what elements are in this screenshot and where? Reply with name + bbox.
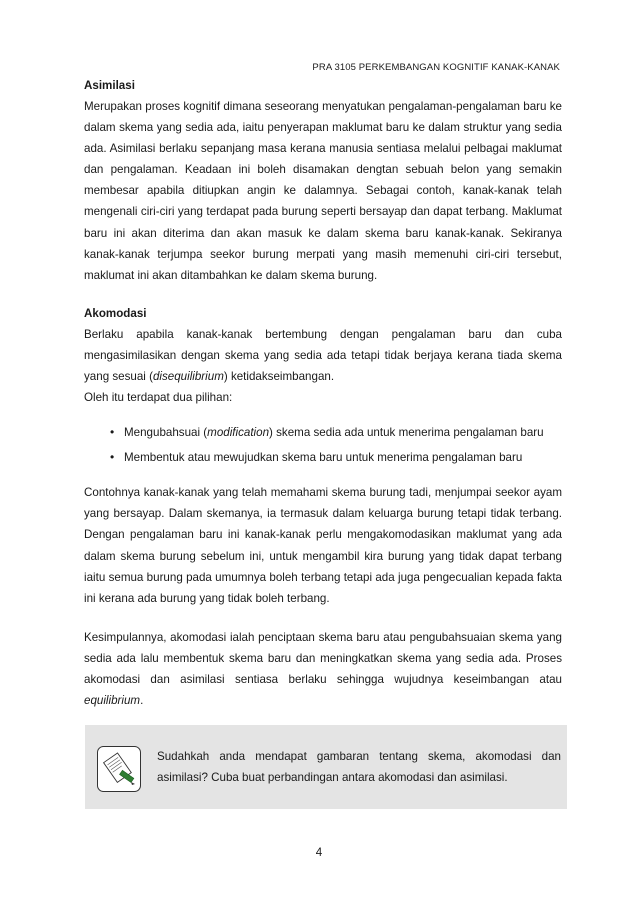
section-heading-akomodasi: Akomodasi [84, 306, 147, 320]
kesimpulan-text: Kesimpulannya, akomodasi ialah penciptaan skema baru atau pengubahsuaian skema yang sedia ada lalu membentuk skema baru dan meningkatkan skema yang sedia ada. Proses akomodasi dan asimilasi sentiasa berlaku sehingga wujudnya keseimbangan atau [84, 630, 562, 686]
akomodasi-text-after: ) ketidakseimbangan. [223, 370, 335, 384]
choices-list [84, 420, 562, 470]
running-header: PRA 3105 PERKEMBANGAN KOGNITIF KANAK-KANAK [312, 62, 560, 73]
kesimpulan-term: equilibrium [84, 694, 141, 708]
callout-text: Sudahkah anda mendapat gambaran tentang skema, akomodasi dan asimilasi? Cuba buat perbandingan antara akomodasi dan asimilasi. [157, 750, 561, 784]
bullet1-before: Mengubahsuai ( [124, 426, 208, 440]
list-item [84, 445, 562, 470]
kesimpulan-paragraph [84, 627, 562, 711]
choices-intro: Oleh itu terdapat dua pilihan: [84, 391, 233, 405]
bullet-icon: • [110, 450, 115, 465]
akomodasi-paragraph [84, 324, 562, 387]
bullet1-after: ) skema sedia ada untuk menerima pengalaman baru [269, 426, 544, 440]
akomodasi-term: disequilibrium [152, 370, 224, 384]
page-number: 4 [315, 846, 323, 859]
section-heading-asimilasi: Asimilasi [84, 79, 135, 92]
akomodasi-text-before: Berlaku apabila kanak-kanak bertembung dengan pengalaman baru dan cuba mengasimilasikan dengan skema yang sedia ada tetapi tidak berjaya kerana tiada skema yang sesuai ( [84, 327, 562, 384]
kesimpulan-end: . [140, 694, 144, 708]
bullet1-term: modification [207, 426, 270, 440]
page-body [84, 76, 562, 711]
activity-callout [85, 725, 567, 809]
contoh-paragraph: Contohnya kanak-kanak yang telah memahami skema burung tadi, menjumpai seekor ayam yang bersayap. Dalam skemanya, ia termasuk dalam keluarga burung tetapi tidak terbang. Dengan pengalaman baru ini kanak-kanak perlu mengakomodasikan maklumat yang ada dalam skema burung sebelum ini, untuk mengambil kira burung yang tidak dapat terbang iaitu semua burung pada umumnya boleh terbang tetapi ada juga pengecualian kepada fakta ini kerana ada burung yang tidak boleh terbang. [84, 486, 562, 605]
bullet-icon: • [110, 425, 115, 440]
list-item [84, 420, 562, 445]
notepad-pencil-icon [97, 746, 141, 792]
asimilasi-paragraph: Merupakan proses kognitif dimana seseorang menyatukan pengalaman-pengalaman baru ke dalam skema yang sedia ada, iaitu penyerapan maklumat baru ke dalam struktur yang sedia ada. Asimilasi berlaku sepanjang masa kerana manusia sentiasa melalui pelbagai maklumat dan pengalaman. Keadaan ini boleh disamakan dengtan sebuah belon yang semakin membesar apabila ditiupkan angin ke dalamnya. Sebagai contoh, kanak-kanak telah mengenali ciri-ciri yang terdapat pada burung seperti bersayap dan dapat terbang. Maklumat baru ini akan diterima dan akan masuk ke dalam skema baru kanak-kanak. Sekiranya kanak-kanak terjumpa seekor burung merpati yang masih memenuhi ciri-ciri tersebut, maklumat ini akan ditambahkan ke dalam skema burung. [84, 100, 562, 282]
bullet2-text: Membentuk atau mewujudkan skema baru untuk menerima pengalaman baru [124, 451, 523, 465]
